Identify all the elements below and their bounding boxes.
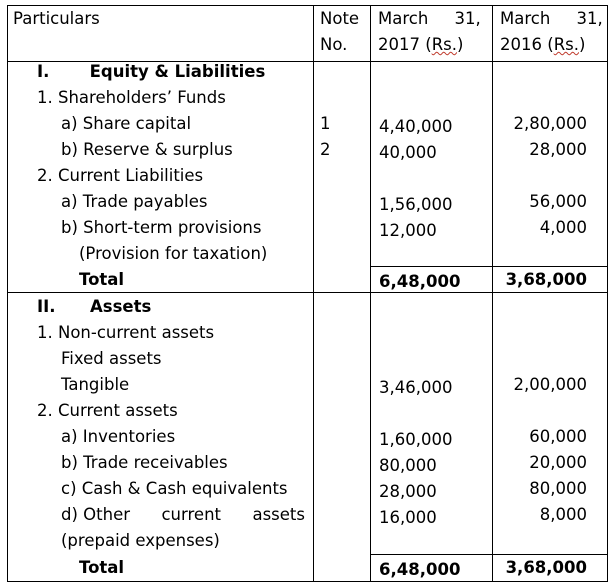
header-2017-line2 [378,35,463,55]
row-prepaid-expenses: (prepaid expenses) [61,531,220,550]
row-provision-for-taxation: (Provision for taxation) [79,244,268,263]
total1-rule-top [370,266,608,267]
row-total-assets-2017: 6,48,000 [379,560,461,579]
row-other-current-assets-2017: 16,000 [379,508,437,527]
divider-note [370,5,371,582]
row-short-term-provisions-2017: 12,000 [379,221,437,240]
header-2016-line2 [500,35,585,55]
header-note-line2: No. [320,35,348,54]
row-short-term-provisions: b) Short-term provisions [61,218,262,237]
header-note-line1: Note [320,9,360,28]
border-top [7,5,608,6]
row-reserve-surplus-note: 2 [320,140,331,159]
row-inventories-2017: 1,60,000 [379,430,453,449]
header-2017-rs: Rs. [431,35,457,54]
divider-particulars [313,5,314,582]
row-fixed-assets: Fixed assets [61,349,162,368]
row-reserve-surplus-2017: 40,000 [379,143,437,162]
row-tangible-2017: 3,46,000 [379,378,453,397]
row-share-capital-2016: 2,80,000 [513,114,587,133]
row-other-current-assets-2016: 8,000 [539,505,587,524]
row-trade-receivables: b) Trade receivables [61,453,228,472]
border-left [7,5,8,582]
row-cash-equivalents-2016: 80,000 [529,479,587,498]
row-cash-equivalents: c) Cash & Cash equivalents [61,479,288,498]
row-share-capital-note: 1 [320,114,331,133]
row-trade-payables: a) Trade payables [61,192,208,211]
section-equity-liabilities: I. Equity & Liabilities [37,62,266,81]
row-cash-equivalents-2017: 28,000 [379,482,437,501]
row-trade-receivables-2017: 80,000 [379,456,437,475]
row-shareholders-funds: 1. Shareholders’ Funds [37,88,226,107]
row-inventories-2016: 60,000 [529,427,587,446]
row-trade-receivables-2016: 20,000 [529,453,587,472]
row-short-term-provisions-2016: 4,000 [539,218,587,237]
header-2016-close: ) [579,35,586,54]
row-share-capital: a) Share capital [61,114,192,133]
balance-sheet-table [7,5,608,582]
row-total-assets: Total [79,558,125,577]
header-2017-year: 2017 ( [378,35,432,54]
border-bottom [7,581,608,582]
row-share-capital-2017: 4,40,000 [379,117,453,136]
header-2017-close: ) [457,35,464,54]
row-other-current-assets: d) Other current assets [61,505,305,524]
row-total-liabilities-2017: 6,48,000 [379,272,461,291]
row-total-liabilities: Total [79,270,125,289]
total1-rule-bottom [7,292,608,293]
row-total-liabilities-2016: 3,68,000 [505,270,587,289]
row-non-current-assets: 1. Non-current assets [37,323,215,342]
row-current-liabilities: 2. Current Liabilities [37,166,204,185]
border-right [607,5,608,582]
header-2016-rs: Rs. [553,35,579,54]
row-tangible: Tangible [61,375,130,394]
header-2017-line1: March 31, [378,9,481,28]
row-trade-payables-2016: 56,000 [529,192,587,211]
row-current-assets: 2. Current assets [37,401,178,420]
section-assets: II. Assets [37,297,152,316]
row-tangible-2016: 2,00,000 [513,375,587,394]
total2-rule-top [370,554,608,555]
header-2016-year: 2016 ( [500,35,554,54]
header-particulars: Particulars [13,9,100,28]
balance-sheet [7,5,608,582]
divider-years [492,5,493,582]
row-reserve-surplus-2016: 28,000 [529,140,587,159]
header-2016-line1: March 31, [500,9,603,28]
row-total-assets-2016: 3,68,000 [505,558,587,577]
row-trade-payables-2017: 1,56,000 [379,195,453,214]
row-reserve-surplus: b) Reserve & surplus [61,140,233,159]
row-inventories: a) Inventories [61,427,176,446]
